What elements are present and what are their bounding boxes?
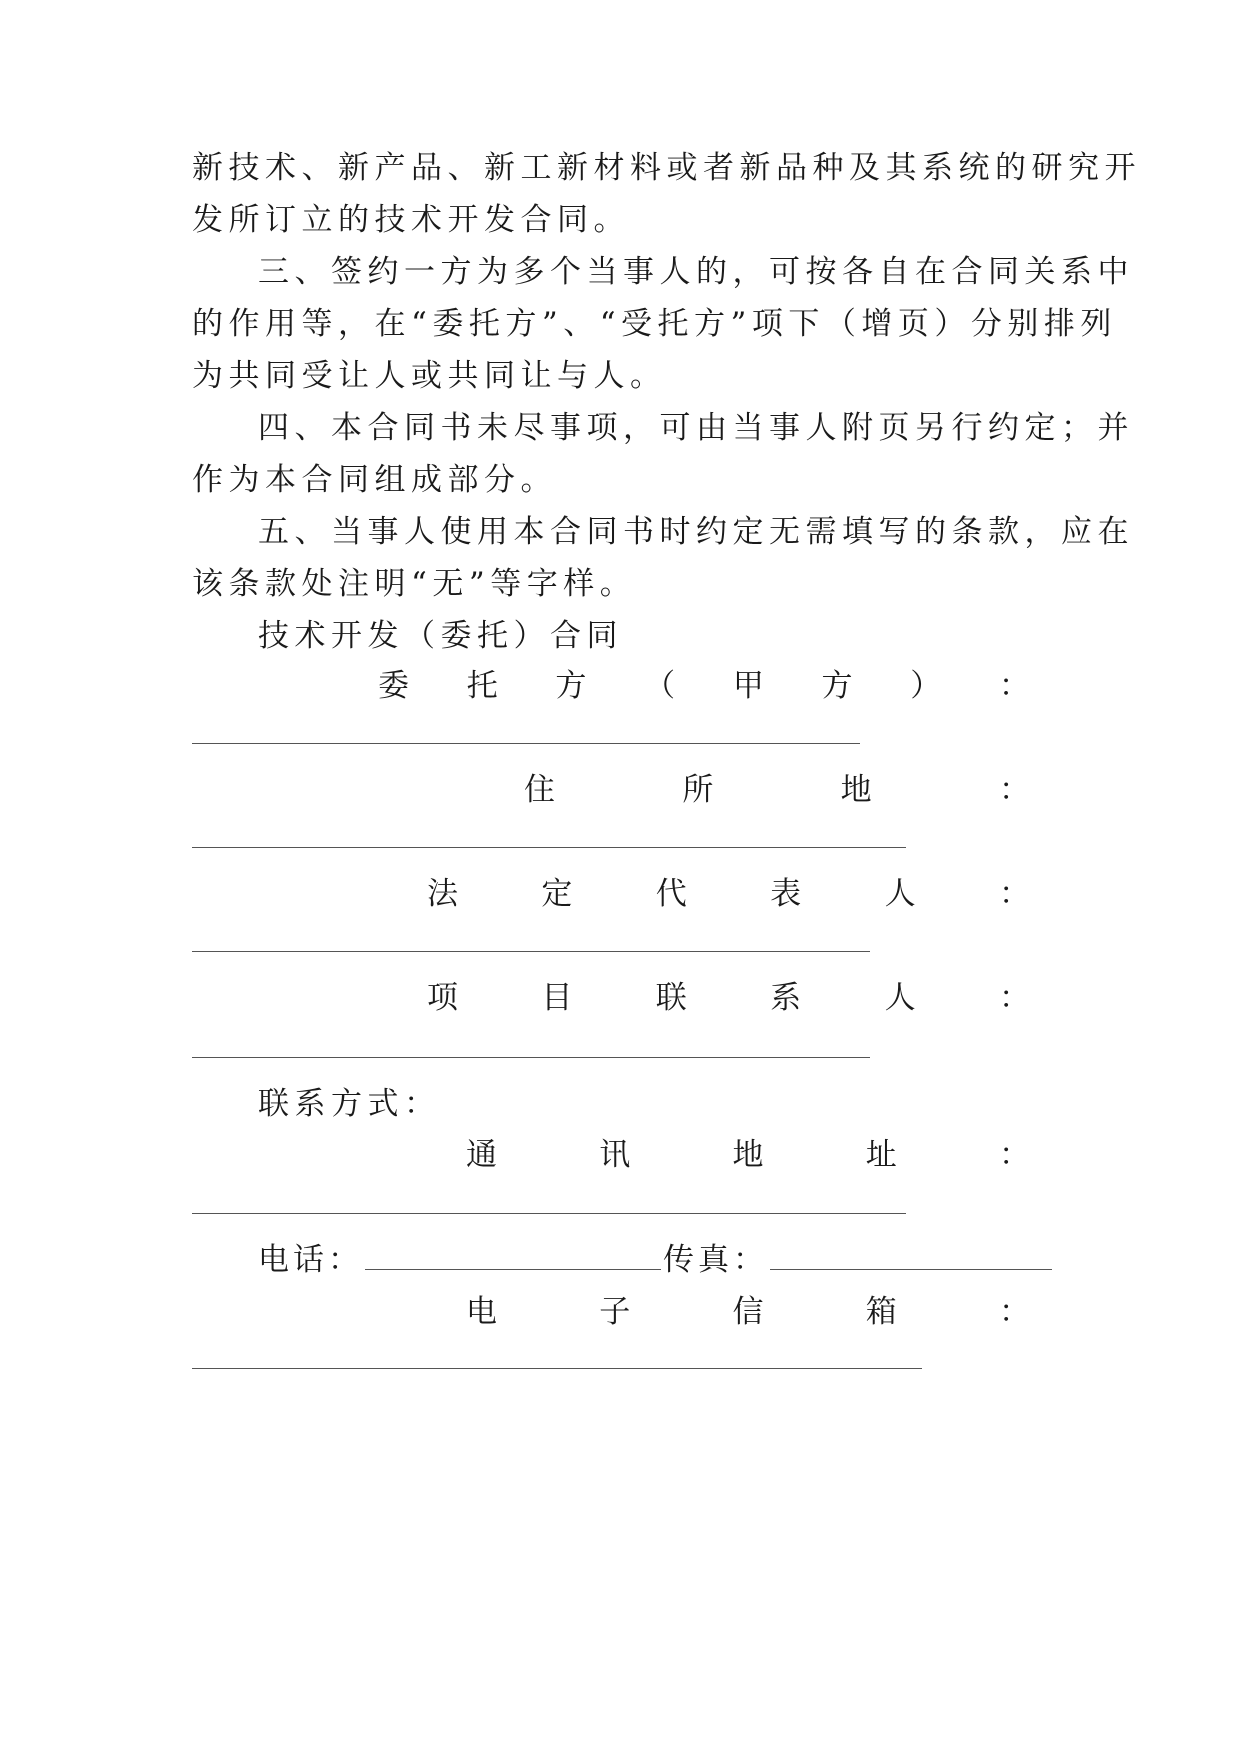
project-contact-blank[interactable] (192, 1057, 870, 1058)
domicile-blank[interactable] (192, 847, 906, 848)
legal-rep-blank[interactable] (192, 951, 870, 952)
phone-label: 电话： (258, 1242, 363, 1278)
client-label: 委 托 方 （ 甲 方 ） ： (378, 668, 1030, 704)
mail-address-label: 通 讯 地 址 ： (466, 1137, 1030, 1173)
paragraph-line: 该条款处注明“无”等字样。 (192, 566, 637, 602)
fax-blank[interactable] (770, 1269, 1052, 1270)
paragraph-line: 发所订立的技术开发合同。 (192, 202, 630, 238)
client-blank[interactable] (192, 743, 860, 744)
contact-heading: 联系方式： (258, 1086, 441, 1122)
phone-fax-row (258, 1240, 1124, 1280)
legal-rep-label: 法 定 代 表 人 ： (427, 876, 1030, 912)
paragraph-line: 新技术、新产品、新工新材料或者新品种及其系统的研究开 (192, 150, 1141, 186)
fax-label: 传真： (663, 1242, 768, 1278)
paragraph-line: 为共同受让人或共同让与人。 (192, 358, 667, 394)
paragraph-line: 作为本合同组成部分。 (192, 462, 557, 498)
mail-address-blank[interactable] (192, 1213, 906, 1214)
email-blank[interactable] (192, 1368, 922, 1369)
email-label: 电 子 信 箱 ： (466, 1294, 1030, 1330)
paragraph-line: 三、签约一方为多个当事人的，可按各自在合同关系中 (258, 254, 1134, 290)
paragraph-line: 的作用等，在“委托方”、“受托方”项下（增页）分别排列 (192, 306, 1117, 342)
paragraph-line: 五、当事人使用本合同书时约定无需填写的条款，应在 (258, 514, 1134, 550)
domicile-label: 住 所 地 ： (524, 772, 1030, 808)
contract-title: 技术开发（委托）合同 (258, 618, 623, 654)
phone-blank[interactable] (365, 1269, 661, 1270)
paragraph-line: 四、本合同书未尽事项，可由当事人附页另行约定；并 (258, 410, 1134, 446)
project-contact-label: 项 目 联 系 人 ： (427, 980, 1030, 1016)
